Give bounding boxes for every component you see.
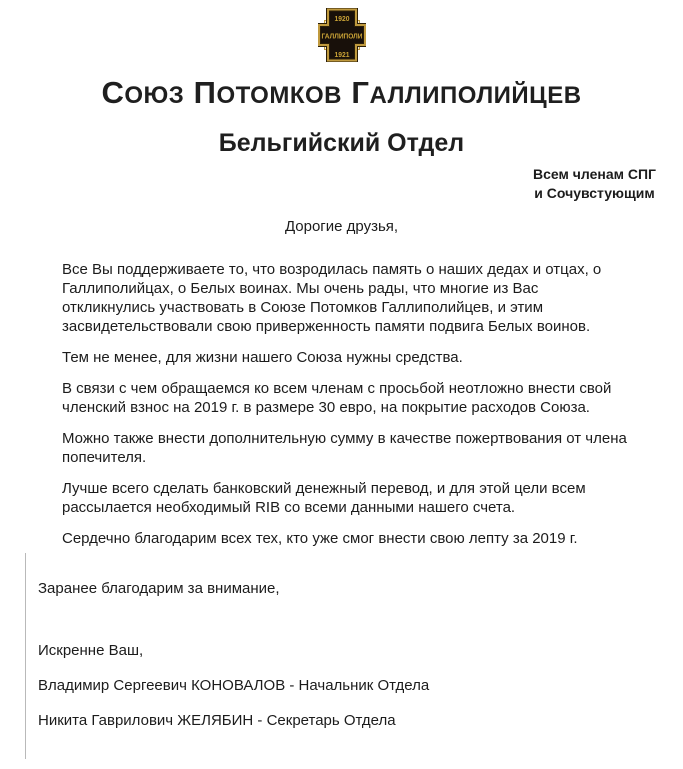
addressee-line-2: и Сочувстующим [534,185,655,202]
body-paragraph: Тем не менее, для жизни нашего Союза нужны средства. [62,349,463,367]
signature-line-1: Владимир Сергеевич КОНОВАЛОВ - Начальник Отдела [38,677,430,695]
body-paragraph: Все Вы поддерживаете то, что возродилась память о наших дедах и отцах, о Галлиполийцах, о Белых воинах. Мы очень рады, что многие из Вас откликнулись участвовать в Союзе Потомков Галлиполийцев, и этим засвидетельствовали свою приверженность памяти подвига Белых воинов. [62,261,602,336]
salutation: Дорогие друзья, [284,218,399,236]
emblem-year-top: 1920 [334,16,350,23]
body-paragraph: Сердечно благодарим всех тех, кто уже смог внести свою лепту за 2019 г. [62,530,578,548]
body-paragraph: Можно также внести дополнительную сумму в качестве пожертвования от члена попечителя. [62,430,627,467]
gallipoli-cross-icon [318,8,366,62]
section-subtitle: Бельгийский Отдел [218,129,465,158]
left-text-frame-rule [25,553,26,759]
closing-block [38,579,683,730]
emblem-year-bottom: 1921 [334,52,350,59]
closing-thanks: Заранее благодарим за внимание, [38,580,280,598]
body-paragraph: Лучше всего сделать банковский денежный перевод, и для этой цели всем рассылается необходимый RIB со всеми данными нашего счета. [62,480,586,517]
organization-title: СОЮЗ ПОТОМКОВ ГАЛЛИПОЛИЙЦЕВ [101,75,582,110]
body-paragraph: В связи с чем обращаемся ко всем членам с просьбой неотложно внести свой членский взнос на 2019 г. в размере 30 евро, на покрытие расходов Союза. [62,380,612,417]
signature-line-2: Никита Гаврилович ЖЕЛЯБИН - Секретарь Отдела [38,712,396,730]
letter-body [62,260,635,548]
addressee-block [533,165,656,203]
emblem-label: ГАЛЛИПОЛИ [321,31,362,41]
addressee-line-1: Всем членам СПГ [533,166,656,183]
valediction: Искренне Ваш, [38,642,144,660]
